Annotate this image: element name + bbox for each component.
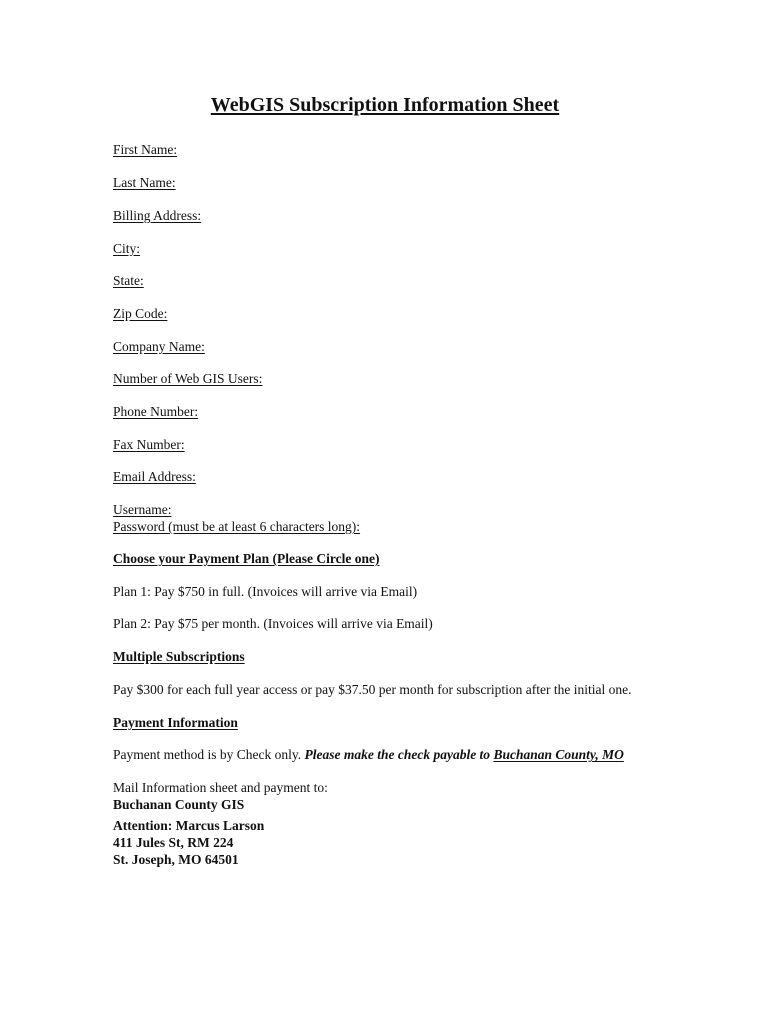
- multiple-subscriptions-heading: Multiple Subscriptions: [113, 649, 245, 664]
- mail-street: 411 Jules St, RM 224: [113, 835, 234, 850]
- billing-address-label: Billing Address:: [113, 208, 202, 223]
- mail-city-state-zip: St. Joseph, MO 64501: [113, 852, 239, 867]
- payee-name: Buchanan County, MO: [493, 747, 624, 762]
- city-label: City:: [113, 241, 141, 256]
- first-name-label: First Name:: [113, 142, 178, 157]
- zip-code-label: Zip Code:: [113, 306, 168, 321]
- fax-number-label: Fax Number:: [113, 437, 185, 452]
- username-label: Username:: [113, 502, 172, 517]
- multiple-subscriptions-text: Pay $300 for each full year access or pay $37.50 per month for subscription after the initial one.: [113, 682, 632, 697]
- payment-method-line: [113, 746, 624, 763]
- payment-plan-heading: Choose your Payment Plan (Please Circle one): [113, 551, 380, 566]
- num-users-label: Number of Web GIS Users:: [113, 371, 263, 386]
- payment-information-heading: Payment Information: [113, 715, 238, 730]
- email-address-label: Email Address:: [113, 469, 196, 484]
- password-label: Password (must be at least 6 characters long):: [113, 519, 361, 534]
- payable-instruction: Please make the check payable to: [304, 747, 494, 762]
- company-name-label: Company Name:: [113, 339, 205, 354]
- phone-number-label: Phone Number:: [113, 404, 199, 419]
- mail-attention: Attention: Marcus Larson: [113, 818, 265, 833]
- payment-method-text: Payment method is by Check only.: [113, 747, 305, 762]
- plan-1-text: Plan 1: Pay $750 in full. (Invoices will arrive via Email): [113, 584, 418, 599]
- document-title: WebGIS Subscription Information Sheet: [210, 94, 560, 116]
- mail-intro-text: Mail Information sheet and payment to:: [113, 780, 328, 795]
- last-name-label: Last Name:: [113, 175, 176, 190]
- plan-2-text: Plan 2: Pay $75 per month. (Invoices will arrive via Email): [113, 616, 433, 631]
- mail-org-name: Buchanan County GIS: [113, 797, 245, 812]
- state-label: State:: [113, 273, 144, 288]
